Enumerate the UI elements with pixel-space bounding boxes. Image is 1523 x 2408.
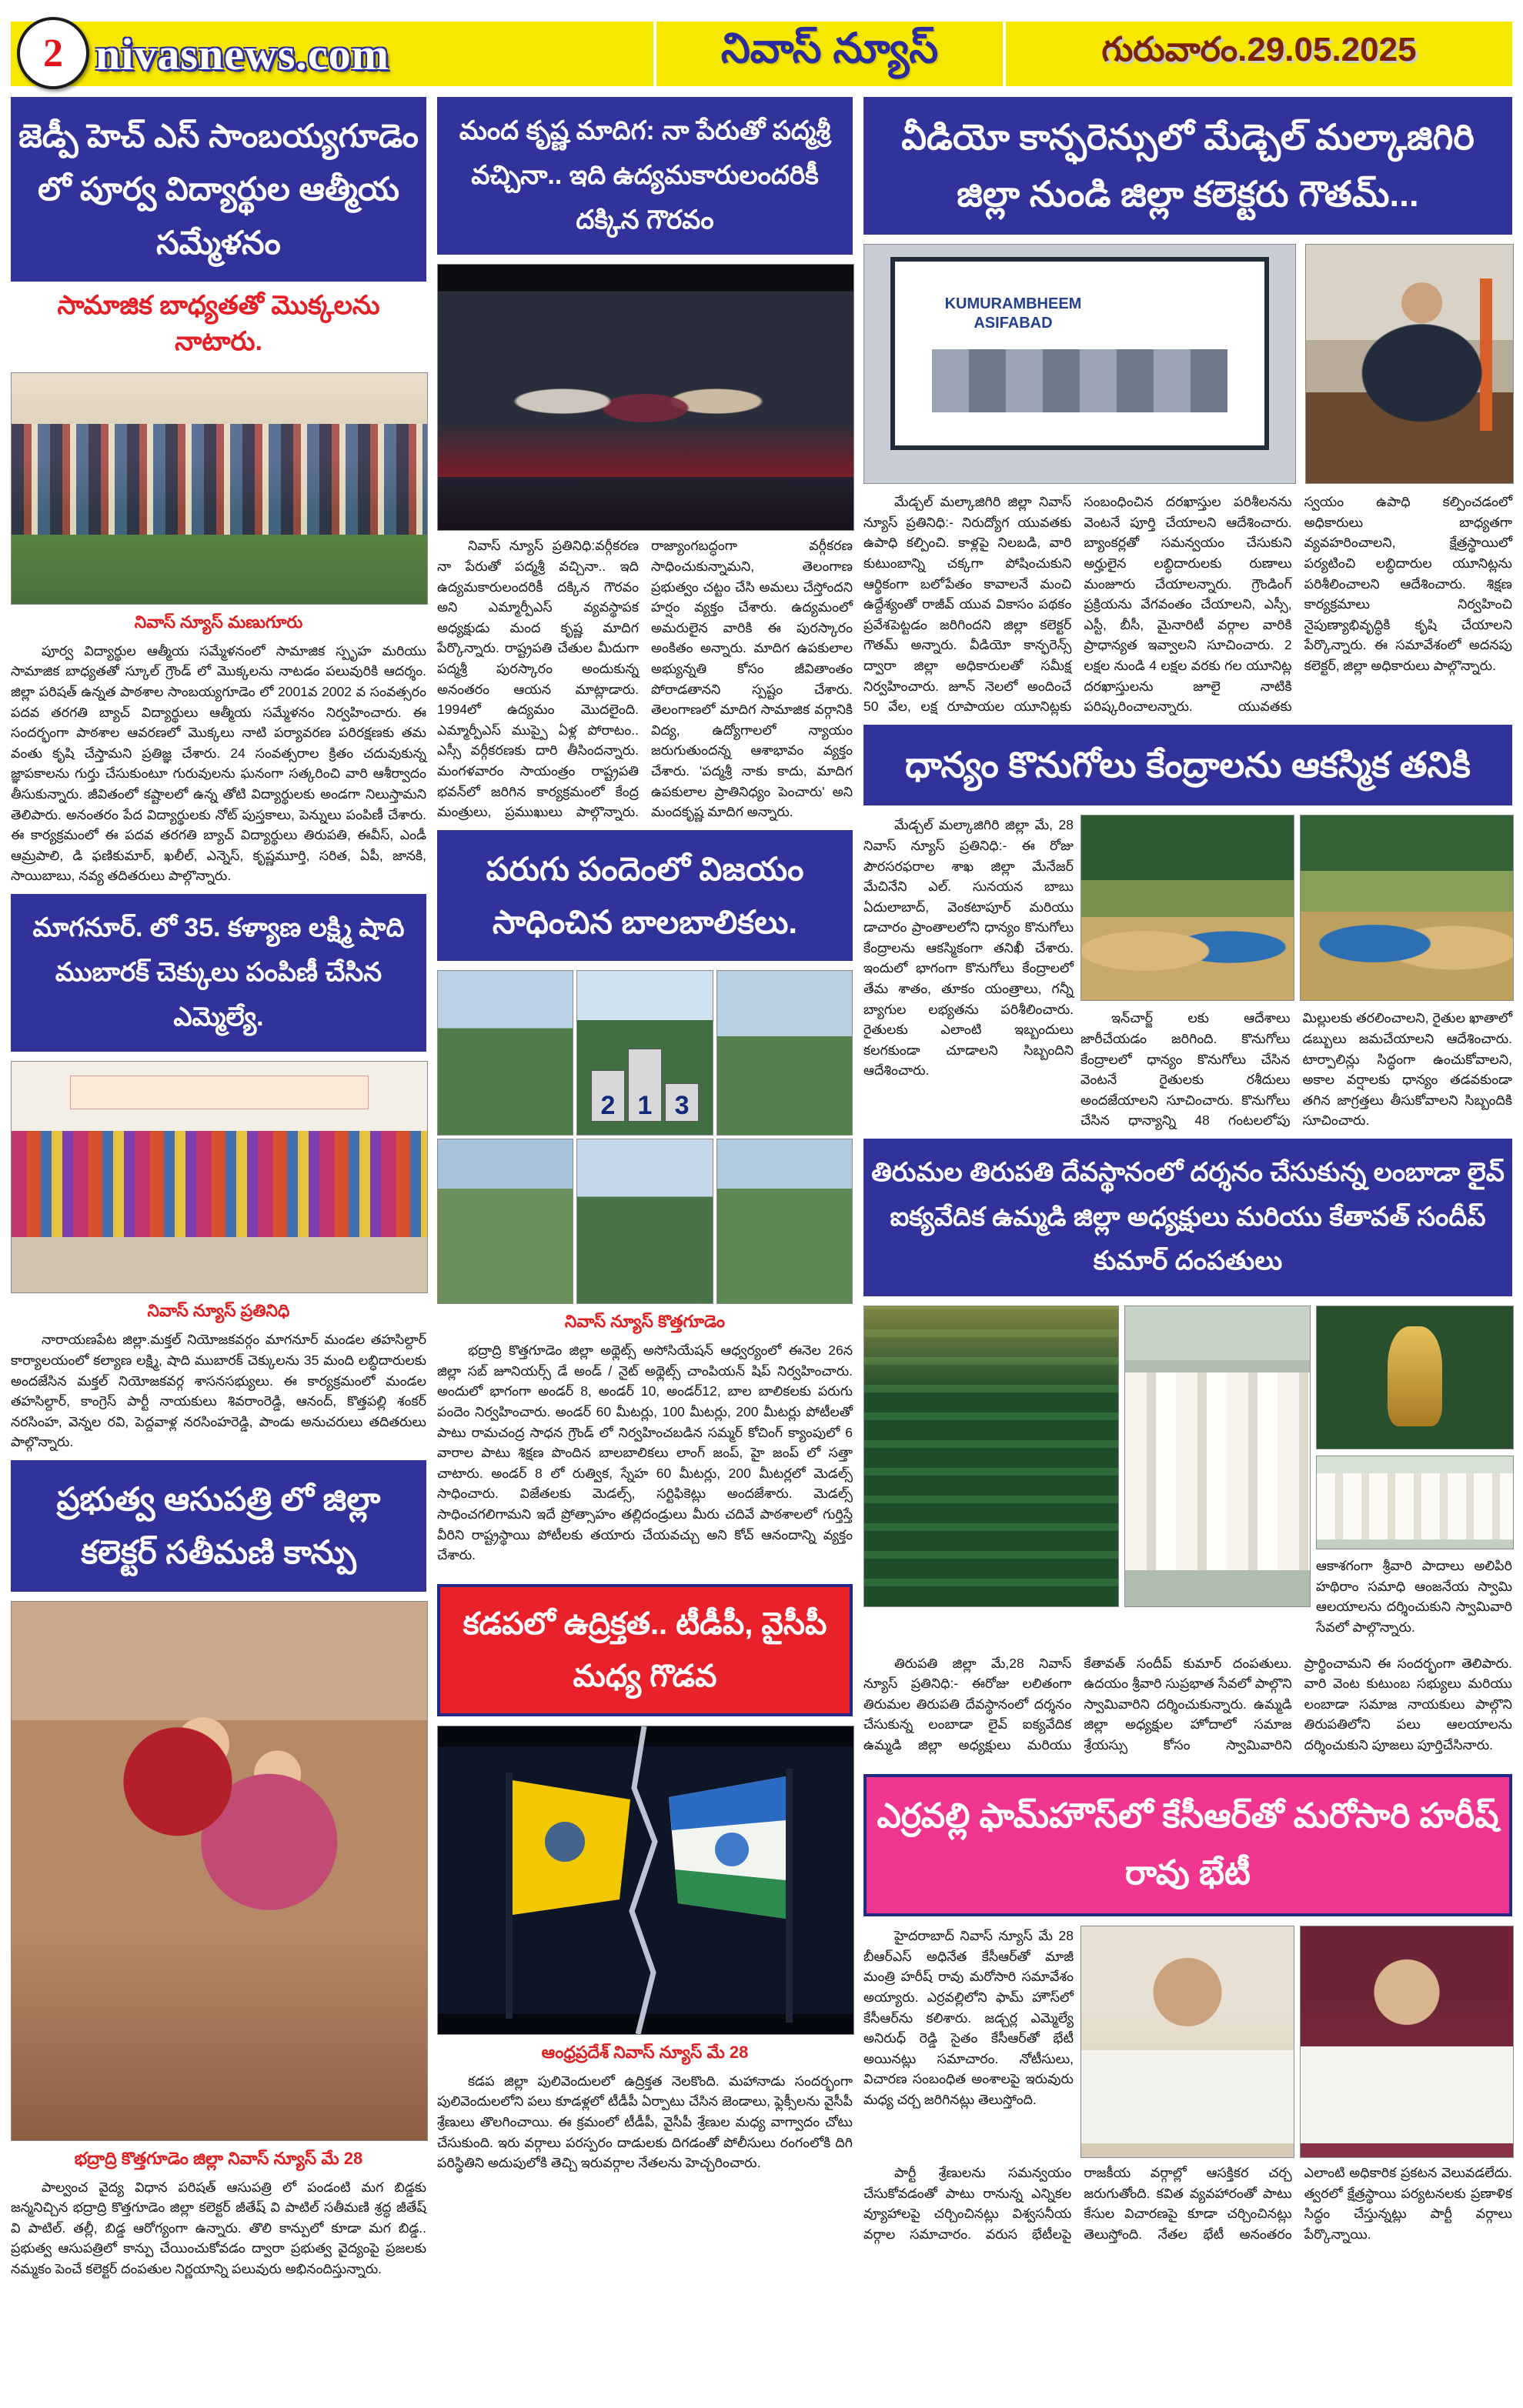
collage-photo-1 — [437, 970, 573, 1136]
caption-alumni: నివాస్ న్యూస్ మణుగూరు — [134, 612, 303, 632]
article-tirumala-darshan — [863, 1139, 1512, 1763]
paddy-story-grid — [863, 815, 1512, 1139]
article-kalyana-lakshmi — [11, 894, 426, 1460]
masthead-bar — [11, 22, 1512, 86]
photo-padma-award-ceremony — [437, 264, 854, 531]
site-zone — [11, 22, 656, 86]
collage-photo-5 — [576, 1139, 713, 1304]
photo-deity — [1316, 1306, 1514, 1449]
body-video-conference: మేడ్చల్ మల్కాజిగిరి జిల్లా నివాస్ న్యూస్ ప్రతినిధి:- నిరుద్యోగ యువతకు ఉపాధి కల్పించి. కాళ్లపై నిలబడి, వారి కుటుంబాన్ని చక్కగా పోషించుకుని ఆర్థికంగా బలోపేతం కావాలనే మంచి ఉద్దేశ్యంతో రాజీవ్ యువ వికాసం పథకం ప్రవేశపెట్టడం జరిగిందని జిల్లా కలెక్టర్ గౌతమ్ అన్నారు. వీడియో కాన్ఫరెన్స్ ద్వారా జిల్లా అధికారులతో సమీక్ష నిర్వహించారు. జూన్ నెలలో అందించే 50 వేల, లక్ష రూపాయల యూనిట్లకు సంబంధించిన దరఖాస్తుల పరిశీలనను వెంటనే పూర్తి చేయాలని ఆదేశించారు. బ్యాంకర్లతో సమన్వయం చేసుకుని అర్హులైన లబ్ధిదారులకు రుణాలు మంజూరు చేయాలన్నారు. గ్రౌండింగ్ ప్రక్రియను వేగవంతం చేయాలని, ఎస్సీ, ఎస్టీ, బీసీ, మైనారిటీ వర్గాల వారికి ప్రాధాన్యత ఇవ్వాలని సూచించారు. 2 లక్షల నుండి 4 లక్షల వరకు గల యూనిట్ల దరఖాస్తులను జూలై నాటికి పరిష్కరించాలన్నారు. యువతకు స్వయం ఉపాధి కల్పించడంలో అధికారులు బాధ్యతగా వ్యవహరించాలని, క్షేత్రస్థాయిలో పర్యటించి లబ్ధిదారుల యూనిట్లను పరిశీలించాలని ఆదేశించారు. శిక్షణ కార్యక్రమాలు నిర్వహించి నైపుణ్యాభివృద్ధికి కృషి చేయాలని పేర్కొన్నారు. ఈ సమావేశంలో అదనపు కలెక్టర్, జిల్లా అధికారులు పాల్గొన్నారు. — [863, 494, 1512, 715]
headline-running-race[interactable]: పరుగు పందెంలో విజయం సాధించిన బాలబాలికలు. — [437, 830, 853, 962]
banner-strip — [70, 1076, 369, 1109]
collage-photo-6 — [716, 1139, 853, 1304]
headline-kalyana-lakshmi[interactable]: మాగనూర్. లో 35. కళ్యాణ లక్ష్మి షాది ముబారక్ చెక్కులు పంపిణీ చేసిన ఎమ్మెల్యే. — [11, 894, 426, 1052]
column-2 — [437, 97, 853, 2181]
photo-paddy-centre-2 — [1300, 815, 1514, 1001]
page-grid — [11, 97, 1512, 2287]
flags-illustration — [438, 1726, 853, 2034]
conference-photo-row — [863, 244, 1512, 484]
laptop-screen — [890, 257, 1270, 450]
headline-tirumala-darshan[interactable]: తిరుమల తిరుపతి దేవస్థానంలో దర్శనం చేసుకున్న లంబాడా లైవ్ ఐక్యవేదిక ఉమ్మడి జిల్లా అధ్యక్షులు మరియు కేతావత్ సందీప్ కుమార్ దంపతులు — [863, 1139, 1512, 1296]
caption-kadapa: ఆంధ్రప్రదేశ్ నివాస్ న్యూస్ మే 28 — [541, 2042, 749, 2062]
article-kcr-harish-meeting — [863, 1763, 1512, 2253]
article-video-conference — [863, 97, 1512, 725]
tirumala-right-stack — [1316, 1306, 1512, 1645]
kcr-story-grid — [863, 1926, 1512, 2158]
photo-harish-rao — [1080, 1926, 1294, 2158]
headline-paddy-inspection[interactable]: ధాన్యం కొనుగోలు కేంద్రాలను ఆకస్మిక తనికి — [863, 725, 1512, 806]
photo-party-flags — [437, 1726, 854, 2035]
article-manda-krishna — [437, 97, 853, 830]
photo-family-in-white — [1316, 1456, 1514, 1549]
body-kalyana: నారాయణపేట జిల్లా.మక్తల్ నియోజకవర్గం మాగనూర్ మండల తహసిల్దార్ కార్యాలయంలో కల్యాణ లక్ష్మి, షాది ముబారక్ చెక్కులను 35 మంది లబ్ధిదారులకు అందజేసిన మక్తల్ నియోజకవర్గ శాసనసభ్యులు. ఈ కార్యక్రమంలో మండల తహసిల్దార్, కాంగ్రెస్ పార్టీ నాయకులు శివరాంరెడ్డి, ఆనంద్, కొత్తపల్లి శంకర్ నరసింహ, వెన్నల రవి, పెద్దవాళ్ల నరసింహరెడ్డి, పాండు అనుచరులు తదితరులు పాల్గొన్నారు. — [11, 1332, 426, 1450]
body-alumni: పూర్వ విద్యార్థుల ఆత్మీయ సమ్మేళనంలో సామాజిక స్పృహ మరియు సామాజిక బాధ్యతతో స్కూల్ గ్రౌండ్ లో మొక్కలను నాటడం పలువురికి ఆదర్శం. జిల్లా పరిషత్ ఉన్నత పాఠశాల సాంబయ్యగూడెం లో 2001వ 2002 వ సంవత్సరం పదవ తరగతి బ్యాచ్ విద్యార్థులు ఆత్మీయ సమ్మేళనం నిర్వహించారు. ఈ సందర్భంగా పాఠశాల ఆవరణలో మొక్కలు నాటి పర్యావరణ పరిరక్షణకు తమ వంతు కృషి చేస్తామని ప్రతిజ్ఞ చేశారు. 24 సంవత్సరాల క్రితం చదువుకున్న జ్ఞాపకాలను గుర్తు చేసుకుంటూ గురువులను ఘనంగా సత్కరించి వారి ఆశీర్వాదం తీసుకున్నారు. జీవితంలో కష్టాలలో ఉన్న తోటి విద్యార్థులకు అండగా నిలుస్తామని తెలిపారు. అనంతరం పేద విద్యార్థులకు నోట్ పుస్తకాలు, పెన్నులు పంపిణీ చేశారు. ఈ కార్యక్రమంలో ఈ పదవ తరగతి బ్యాచ్ విద్యార్థులు తిరుపతి, ఈవీస్, ఎండీ ఆమ్రపాలి, డి ఫణికుమార్, ఖలీల్, ఎన్నెస్, కృష్ణమూర్తి, సరిత, ఏపీ, జానకి, సాయిబాబు, నవ్య తదితరులు పాల్గొన్నారు. — [11, 642, 426, 884]
masthead-title: నివాస్ న్యూస్ — [720, 25, 939, 72]
body-collector-delivery: పాల్వంచ వైద్య విధాన పరిషత్ ఆసుపత్రి లో పండంటి మగ బిడ్డకు జన్మనిచ్చిన భద్రాద్రి కొత్తగూడెం జిల్లా కలెక్టర్ జీతేష్ వి పాటిల్ సతీమణి శ్రద్ధ జీతేష్ వి పాటిల్. తల్లీ, బిడ్డ ఆరోగ్యంగా ఉన్నారు. తొలి కాన్పులో కూడా మగ బిడ్డ.. ప్రభుత్వ ఆసుపత్రిలో కాన్పు చేయించుకోవడం ద్వారా ప్రభుత్వ వైద్యంపై ప్రజలకు నమ్మకం పెంచే కలెక్టర్ దంపతుల నిర్ణయాన్ని పలువురు అభినందిస్తున్నారు. — [11, 2179, 426, 2276]
podium-step-3: 3 — [665, 1083, 699, 1122]
photo-video-conference-screen — [863, 244, 1296, 484]
article-paddy-inspection — [863, 725, 1512, 1139]
edition-date: గురువారం.29.05.2025 — [1101, 30, 1417, 68]
body-manda-krishna: నివాస్ న్యూస్ ప్రతినిధి:వర్గీకరణ నా పేరుతో పద్మశ్రీ వచ్చినా.. ఇది ఉద్యమకారులందరికీ దక్కిన గౌరవం అని ఎమ్మార్పీఎస్ వ్యవస్థాపక అధ్యక్షుడు మంద కృష్ణ మాదిగ పేర్కొన్నారు. రాష్ట్రపతి చేతుల మీదుగా పద్మశ్రీ పురస్కారం అందుకున్న అనంతరం ఆయన మాట్లాడారు. 1994లో ఉద్యమం మొదలైంది. ఎమ్మార్పీఎస్ ముప్పై ఏళ్ల పోరాటం.. ఎస్సీ వర్గీకరణకు దారి తీసిందన్నారు. మంగళవారం సాయంత్రం రాష్ట్రపతి భవన్‌లో జరిగిన కార్యక్రమంలో కేంద్ర మంత్రులు, ప్రముఖులు పాల్గొన్నారు. రాజ్యాంగబద్ధంగా వర్గీకరణ సాధించుకున్నామని, తెలంగాణ ప్రభుత్వం చట్టం చేసి అమలు చేస్తోందని హర్షం వ్యక్తం చేశారు. ఉద్యమంలో అమరులైన వారికి ఈ పురస్కారం అంకితం అన్నారు. మాదిగ ఉపకులాల అభ్యున్నతి కోసం జీవితాంతం పోరాడతానని స్పష్టం చేశారు. తెలంగాణలో మాదిగ సామాజిక వర్గానికి విద్య, ఉద్యోగాలలో న్యాయం జరుగుతుందన్న ఆశాభావం వ్యక్తం చేశారు. 'పద్మశ్రీ నాకు కాదు, మాదిగ ఉపకులాల ప్రాతినిధ్యం పెంచారు' అని మందకృష్ణ మాదిగ అన్నారు. — [437, 538, 853, 820]
article-kadapa-clash — [437, 1573, 853, 2181]
caption-collector-delivery: భద్రాద్రి కొత్తగూడెం జిల్లా నివాస్ న్యూస్ మే 28 — [74, 2148, 363, 2168]
collage-photo-4 — [437, 1139, 573, 1304]
page-number: 2 — [43, 31, 63, 75]
masthead-zone — [656, 22, 1006, 86]
podium — [591, 1050, 699, 1122]
caption-akasaganga: ఆకాశగంగా శ్రీవారి పాదాలు అలిపిరి హథిరాం సమాధి ఆంజనేయ స్వామి ఆలయాలను దర్శించుకుని స్వామివారి సేవలో పాల్గొన్నారు. — [1316, 1558, 1512, 1636]
headline-kcr-harish[interactable]: ఎర్రవల్లి ఫామ్‌హౌస్‌లో కేసీఆర్‌తో మరోసారి హరీష్ రావు భేటీ — [863, 1774, 1512, 1917]
subhead-plantation: సామాజిక బాధ్యతతో మొక్కలను నాటారు. — [57, 290, 380, 356]
podium-step-1: 1 — [628, 1049, 662, 1122]
photo-cheque-distribution — [11, 1061, 428, 1293]
photo-devotees-group — [1124, 1306, 1311, 1607]
photo-collector-family — [11, 1601, 428, 2141]
deity-figure — [1388, 1326, 1442, 1426]
photo-alumni-group — [11, 372, 428, 605]
caption-athletics: నివాస్ న్యూస్ కొత్తగూడెం — [564, 1312, 726, 1332]
column-3 — [863, 97, 1512, 2253]
column-1 — [11, 97, 426, 2287]
body-kcr-left: హైదరాబాద్ నివాస్ న్యూస్ మే 28 బీఆర్ఎస్ అధినేత కేసీఆర్‌తో మాజీ మంత్రి హరీష్ రావు మరోసారి సమావేశం అయ్యారు. ఎర్రవల్లిలోని ఫామ్ హౌస్‌లో కేసీఆర్‌ను కలిశారు. జడ్చర్ల ఎమ్మెల్యే అనిరుధ్ రెడ్డి సైతం కేసీఆర్‌తో భేటీ అయినట్లు సమాచారం. నోటీసులు, విచారణ సంబంధిత అంశాలపై ఇరువురు మధ్య చర్చ జరిగినట్లు తెలుస్తోంది. — [863, 1928, 1074, 2107]
page-number-badge — [17, 17, 89, 89]
photo-collage-athletics — [437, 970, 853, 1304]
article-collector-delivery — [11, 1460, 426, 2287]
date-zone — [1006, 22, 1512, 86]
headline-kadapa-clash[interactable]: కడపలో ఉద్రిక్తత.. టీడీపీ, వైసీపీ మధ్య గొడవ — [437, 1584, 853, 1716]
podium-step-2: 2 — [591, 1070, 625, 1122]
collage-photo-podium — [576, 970, 713, 1136]
headline-alumni-meet[interactable]: జెడ్పీ హెచ్ ఎస్ సాంబయ్యగూడెం లో పూర్వ విద్యార్థుల ఆత్మీయ సమ్మేళనం — [11, 97, 426, 282]
conference-screen-label: KUMURAMBHEEM ASIFABAD — [944, 295, 1082, 332]
photo-collector-gautham — [1305, 244, 1514, 484]
body-paddy-under: ఇన్‌చార్జ్ లకు ఆదేశాలు జారీచేయడం జరిగింది. కొనుగోలు కేంద్రాలలో ధాన్యం కొనుగోలు చేసిన వెంటనే రైతులకు రశీదులు అందజేయాలని సూచించారు. కొనుగోలు చేసిన ధాన్యాన్ని 48 గంటలలోపు మిల్లులకు తరలించాలని, రైతుల ఖాతాలో డబ్బులు జమచేయాలని ఆదేశించారు. టార్పాలిన్లు సిద్ధంగా ఉంచుకోవాలని, అకాల వర్షాలకు ధాన్యం తడవకుండా తగిన జాగ్రత్తలు తీసుకోవాలని సిబ్బందికి సూచించారు. — [1080, 1010, 1512, 1129]
article-alumni-meet — [11, 97, 426, 894]
photo-kcr — [1300, 1926, 1514, 2158]
headline-manda-krishna[interactable]: మంద కృష్ణ మాదిగ: నా పేరుతో పద్మశ్రీ వచ్చినా.. ఇది ఉద్యమకారులందరికీ దక్కిన గౌరవం — [437, 97, 853, 255]
body-tirumala: తిరుపతి జిల్లా మే,28 నివాస్ న్యూస్ ప్రతినిధి:- ఈరోజు లలితంగా తిరుమల తిరుపతి దేవస్థానంలో దర్శనం చేసుకున్న లంబాడా లైవ్ ఐక్యవేదిక ఉమ్మడి జిల్లా అధ్యక్షులు మరియు కేతావత్ సందీప్ కుమార్ దంపతులు. ఉదయం శ్రీవారి సుప్రభాత సేవలో పాల్గొని స్వామివారిని దర్శించుకున్నారు. ఉమ్మడి జిల్లా అధ్యక్షుల హోదాలో సమాజ శ్రేయస్సు కోసం స్వామివారిని ప్రార్థించామని ఈ సందర్భంగా తెలిపారు. వారి వెంట కుటుంబ సభ్యులు మరియు లంబాడా సమాజ నాయకులు పాల్గొని తిరుపతిలోని పలు ఆలయాలను దర్శించుకుని పూజలు పూర్తిచేసినారు. — [863, 1655, 1512, 1753]
headline-video-conference[interactable]: వీడియో కాన్ఫరెన్సులో మేడ్చెల్ మల్కాజిగిరి జిల్లా నుండి జిల్లా కలెక్టరు గౌతమ్... — [863, 97, 1512, 235]
body-paddy-left: మేడ్చల్ మల్కాజిగిరి జిల్లా మే, 28 నివాస్ న్యూస్ ప్రతినిధి:- ఈ రోజు పౌరసరఫరాల శాఖ జిల్లా మేనేజర్ మేచినేని ఎల్. సునయన బాబు ఏదులాబాద్, వెంకటాపూర్ మరియు డాచారం ప్రాంతాలలోని ధాన్యం కొనుగోలు కేంద్రాలను ఆకస్మికంగా తనిఖీ చేశారు. ఇందులో భాగంగా కొనుగోలు కేంద్రాలలో తేమ శాతం, తూకం యంత్రాలు, గన్నీ బ్యాగుల లభ్యతను పరిశీలించారు. రైతులకు ఎలాంటి ఇబ్బందులు కలగకుండా చూడాలని సిబ్బందిని ఆదేశించారు. — [863, 817, 1074, 1079]
body-kadapa: కడప జిల్లా పులివెందులలో ఉద్రిక్తత నెలకొంది. మహానాడు సందర్భంగా పులివెందులలోని పలు కూడళ్లలో టీడీపీ ఏర్పాటు చేసిన జెండాలు, ఫ్లెక్సీలను వైసీపీ శ్రేణులు తొలగించాయి. ఈ క్రమంలో టీడీపీ, వైసీపీ శ్రేణుల మధ్య వాగ్వాదం చోటు చేసుకుంది. ఇరు వర్గాలు పరస్పరం దాడులకు దిగడంతో పోలీసులు రంగంలోకి దిగి పరిస్థితిని అదుపులోకి తెచ్చి ఇరువర్గాల నేతలను హెచ్చరించారు. — [437, 2073, 853, 2171]
tirumala-photo-grid — [863, 1306, 1512, 1645]
site-name[interactable]: nivasnews.com — [95, 28, 389, 79]
collage-photo-3 — [716, 970, 853, 1136]
participant-tiles — [932, 349, 1228, 412]
photo-temple-garden — [863, 1306, 1119, 1607]
photo-paddy-centre-1 — [1080, 815, 1294, 1001]
body-kcr-under: పార్టీ శ్రేణులను సమన్వయం చేసుకోవడంతో పాటు రానున్న ఎన్నికల వ్యూహాలపై చర్చించినట్లు విశ్వసనీయ వర్గాల సమాచారం. వరుస భేటీలపై రాజకీయ వర్గాల్లో ఆసక్తికర చర్చ జరుగుతోంది. కవిత వ్యవహారంతో పాటు కేసుల విచారణపై కూడా చర్చించినట్లు తెలుస్తోంది. నేతల భేటీ అనంతరం ఎలాంటి అధికారిక ప్రకటన వెలువడలేదు. త్వరలో క్షేత్రస్థాయి పర్యటనలకు ప్రణాళిక సిద్ధం చేస్తున్నట్లు పార్టీ వర్గాలు పేర్కొన్నాయి. — [863, 2165, 1512, 2242]
article-running-race — [437, 830, 853, 1573]
body-athletics: భద్రాద్రి కొత్తగూడెం జిల్లా అథ్లెట్స్ అసోసియేషన్ ఆధ్వర్యంలో ఈనెల 26న జిల్లా సబ్ జూనియర్స్ డే అండ్ / నైట్ అథ్లెట్స్ చాంపియన్ షిప్ నిర్వహించారు. అందులో భాగంగా అండర్ 8, అండర్ 10, అండర్12, బాల బాలికలకు పరుగు పందెం నిర్వహించారు. అండర్ 60 మీటర్లు, 100 మీటర్లు, 200 మీటర్లు పోటీలతో పాటు రామచంద్ర సాధన గ్రౌండ్ లో నిర్వహించబడిన సమ్మర్ కోచింగ్ క్యాంపులో 6 వారాల పాటు శిక్షణ పొందిన బాలబాలికలు లాంగ్ జంప్, హై జంప్ లో సత్తా చాటారు. అండర్ 8 లో రుత్విక, స్నేహ 60 మీటర్లు, 200 మీటర్లలో మెడల్స్ సాధించారు. విజేతలకు మెడల్స్, సర్టిఫికెట్లు అందజేశారు. మెడల్స్ సాధించగలిగామని ఇదే ప్రోత్సాహం తల్లిదండ్రులు మీరు చదివే పాఠశాలలో గుర్తిస్తే వీరిని రాష్ట్రస్థాయి పోటీలకు తయారు చేయవచ్చు అని కోచ్ ఆనందాన్ని వ్యక్తం చేశారు. — [437, 1342, 853, 1563]
caption-kalyana: నివాస్ న్యూస్ ప్రతినిధి — [147, 1301, 290, 1321]
headline-collector-delivery[interactable]: ప్రభుత్వ ఆసుపత్రి లో జిల్లా కలెక్టర్ సతీమణి కాన్పు — [11, 1460, 426, 1592]
